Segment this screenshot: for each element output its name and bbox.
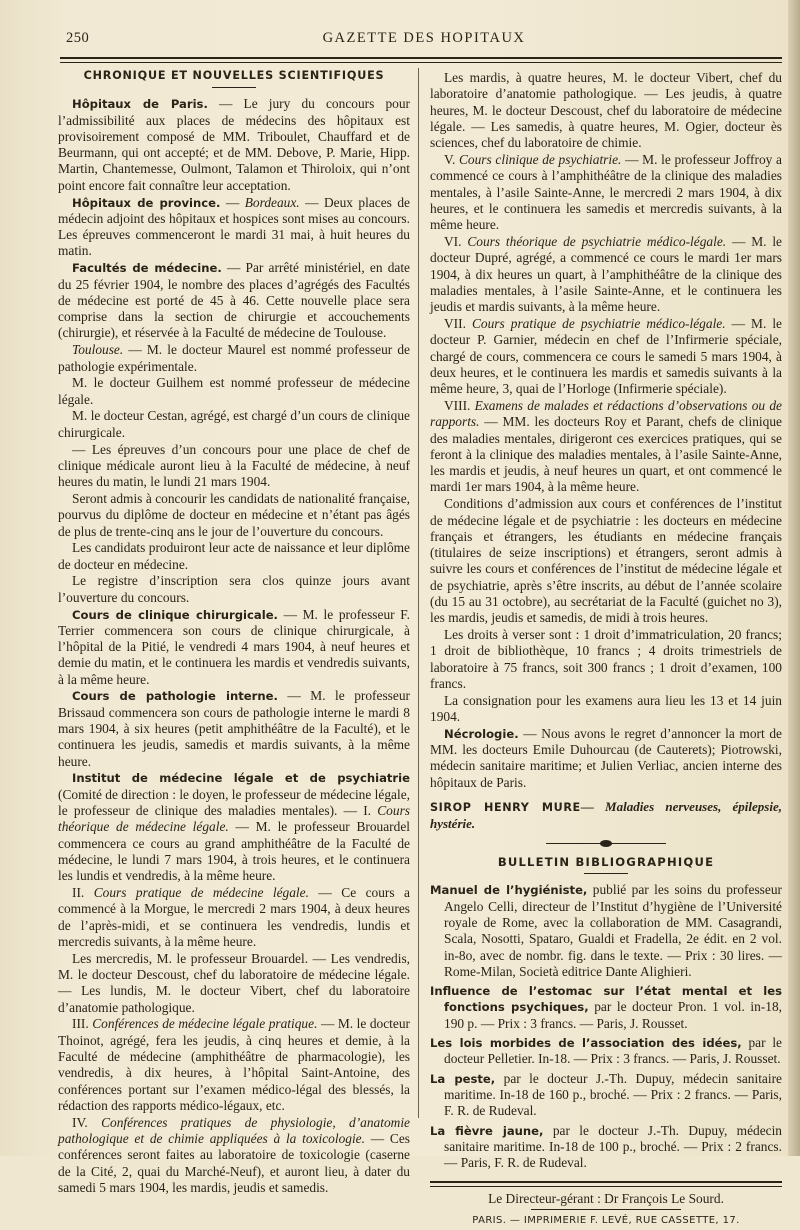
paragraph-droits: Les droits à verser sont : 1 droit d’immatriculation, 20 francs; 1 droit de bibliothèque, 10 francs ; 4 droits trimestriels de laboratoire à 75 francs, soit 300 francs ; 1 droit d’examen, 100 francs. bbox=[430, 627, 782, 691]
advert-sirop-name: SIROP HENRY MURE bbox=[430, 801, 581, 815]
num-ii: II. bbox=[72, 885, 94, 901]
paragraph-guilhem: M. le docteur Guilhem est nommé professeur de médecine légale. bbox=[58, 375, 410, 407]
paragraph-cestan: M. le docteur Cestan, agrégé, est chargé d’un cours de clinique chirurgicale. bbox=[58, 408, 410, 440]
italic-vi: Cours théorique de psychiatrie médico-légale. bbox=[467, 233, 727, 249]
paragraph-vi bbox=[430, 234, 782, 315]
page-number: 250 bbox=[66, 30, 90, 46]
heading-facultes: Facultés de médecine. bbox=[72, 261, 222, 276]
paragraph-conditions: Conditions d’admission aux cours et conférences de l’institut de médecine légale et de psychiatrie : les docteurs en médecine français et étrangers, les étudiants en médecine français (titulaires de seize inscriptions) et étrangers, seront admis à suivre les cours et conférences de l’institut de médecine légale et de psychiatrie, après s’être inscrits, au début de l’année scolaire (du 15 au 31 octobre), au secrétariat de la Faculté (guichet no 3), les mardis, jeudis et samedis, de midi à trois heures. bbox=[430, 496, 782, 626]
bib-entry-title: Influence de l’estomac sur l’état mental et les fonctions psychiques, bbox=[430, 984, 782, 1015]
page-header bbox=[66, 30, 782, 50]
bib-entry-title: Manuel de l’hygiéniste, bbox=[430, 883, 588, 898]
paragraph-candidats: Les candidats produiront leur acte de naissance et leur diplôme de docteur en médecine. bbox=[58, 540, 410, 572]
paragraph-cours-clinique bbox=[58, 607, 410, 688]
italic-viii: Examens de malades et rédactions d’observations ou de rapports. bbox=[430, 397, 782, 430]
bib-entry-title: La peste, bbox=[430, 1071, 496, 1086]
gerant-rule bbox=[531, 1209, 681, 1210]
heading-necrologie: Nécrologie. bbox=[444, 726, 519, 741]
advert-sirop bbox=[430, 799, 782, 832]
paragraph-iii bbox=[58, 1016, 410, 1114]
paragraph-facultes bbox=[58, 260, 410, 341]
paragraph-cours-patho bbox=[58, 688, 410, 769]
page-spine-shadow bbox=[788, 0, 800, 1156]
section-rule bbox=[212, 87, 256, 88]
paragraph-vii bbox=[430, 316, 782, 397]
paragraph-consignation: La consignation pour les examens aura lieu les 13 et 14 juin 1904. bbox=[430, 692, 782, 725]
bulletin-title: BULLETIN BIBLIOGRAPHIQUE bbox=[497, 855, 715, 870]
text-institut-1: (Comité de direction : le doyen, le professeur de médecine légale, le professeur de clinique des maladies mentales). — I. bbox=[58, 786, 410, 819]
paragraph-v bbox=[430, 152, 782, 233]
left-column bbox=[58, 68, 410, 1197]
right-column bbox=[430, 70, 782, 1230]
paragraph-ii bbox=[58, 885, 410, 950]
text-hopitaux-province: — Deux places de médecin adjoint des hôpitaux et hospices sont mises au concours. Les épreuves commenceront le mardi 31 mai, à huit heures du matin. bbox=[58, 194, 410, 259]
num-vi: VI. bbox=[444, 233, 468, 249]
paragraph-hopitaux-province bbox=[58, 195, 410, 260]
dash: — bbox=[220, 194, 245, 210]
paragraph-epreuves: — Les épreuves d’un concours pour une place de chef de clinique médicale auront lieu à la Faculté de médecine, à neuf heures du matin, le lundi 21 mars 1904. bbox=[58, 441, 410, 490]
bib-entry-text: par le docteur Pron. 1 vol. in-18, 190 p. — Prix : 3 francs. — Paris, J. Rousset. bbox=[444, 999, 782, 1031]
bib-entry-title: La fièvre jaune, bbox=[430, 1123, 544, 1138]
italic-iii: Conférences de médecine légale pratique. bbox=[92, 1016, 318, 1032]
text-viii: — MM. les docteurs Roy et Parant, chefs de clinique des maladies mentales, dirigeront ces exercices pratiques, qui se feront à la clinique des maladies mentales, à l’asile Sainte-Anne, les mardis et jeudis, à neuf heures un quart, et ont commencé le mardi 1er mars 1904, à la même heure. bbox=[430, 414, 782, 495]
paragraph-mercredis: Les mercredis, M. le professeur Brouardel. — Les vendredis, M. le docteur Descoust, chef du laboratoire de médecine légale. — Les lundis, M. le docteur Vibert, chef du laboratoire d’anatomie pathologique. bbox=[58, 950, 410, 1015]
bib-entry-text: par le docteur J.-Th. Dupuy, médecin sanitaire maritime. In-18 de 160 p., broché. — Prix : 2 francs. — Paris, F. R. de Rudeval. bbox=[444, 1070, 782, 1119]
bib-entry bbox=[430, 983, 782, 1032]
bib-entry bbox=[430, 1123, 782, 1172]
paragraph-iv bbox=[58, 1115, 410, 1196]
bib-entry bbox=[430, 1071, 782, 1120]
directeur-gerant: Le Directeur-gérant : Dr François Le Sourd. bbox=[488, 1191, 724, 1207]
text-vi: — M. le docteur Dupré, agrégé, a commencé ce cours le mardi 1er mars 1904, à dix heures un quart, à l’amphithéâtre de la clinique des maladies mentales, à l’asile Sainte-Anne, et le continuera les jeudis et mardis suivants, à la même heure. bbox=[430, 233, 782, 315]
bib-entry bbox=[430, 882, 782, 980]
section-title: CHRONIQUE ET NOUVELLES SCIENTIFIQUES bbox=[83, 69, 385, 82]
paragraph-hopitaux-paris bbox=[58, 96, 410, 194]
column-divider bbox=[418, 68, 419, 1118]
bib-entry bbox=[430, 1035, 782, 1068]
italic-ii: Cours pratique de médecine légale. bbox=[93, 885, 309, 901]
text-v: — M. le professeur Joffroy a commencé ce cours à l’amphithéâtre de la clinique des maladies mentales, à l’asile Sainte-Anne, le mercredi 2 mars 1904, à dix heures, et le continuera les samedis et mercredis suivants, à la même heure. bbox=[430, 151, 782, 233]
city-bordeaux: Bordeaux. bbox=[244, 194, 300, 210]
text-facultes: — Par arrêté ministériel, en date du 25 février 1904, le nombre des places d’agrégés des Facultés de médecine est porté de 45 à 46. Cette nouvelle place sera comprise dans la section de chirurgie et accouchements (chirurgie), et réservée à la Faculté de médecine de Toulouse. bbox=[58, 260, 410, 341]
text-cours-patho: — M. le professeur Brissaud commencera son cours de pathologie interne le mardi 8 mars 1904, à six heures (petit amphithéâtre de la Faculté), et le continuera les jeudis, samedis et mardis suivants, à la même heure. bbox=[58, 688, 410, 769]
num-iv: IV. bbox=[72, 1114, 102, 1130]
bib-entry-text: par le docteur Pelletier. In-18. — Prix : 3 francs. — Paris, J. Rousset. bbox=[444, 1035, 782, 1067]
heading-cours-patho: Cours de pathologie interne. bbox=[72, 689, 278, 704]
printer-imprint: PARIS. — IMPRIMERIE F. LEVÉ, RUE CASSETTE, 17. bbox=[472, 1215, 740, 1227]
header-double-rule bbox=[60, 57, 782, 63]
bulletin-rule bbox=[584, 873, 628, 874]
paragraph-mardis: Les mardis, à quatre heures, M. le docteur Vibert, chef du laboratoire d’anatomie pathologique. — Les jeudis, à quatre heures, M. le docteur Descoust, chef du laboratoire de médecine légale. — Les samedis, à quatre heures, M. Ogier, docteur ès sciences, chef du laboratoire de chimie. bbox=[430, 70, 782, 151]
italic-v: Cours clinique de psychiatrie. bbox=[458, 151, 622, 167]
num-vii: VII. bbox=[444, 315, 472, 331]
italic-iv: Conférences pratiques de physiologie, d’anatomie pathologique et de chimie appliquées à la toxicologie. bbox=[58, 1114, 410, 1146]
footer-double-rule bbox=[430, 1181, 782, 1187]
text-cours-clinique: — M. le professeur F. Terrier commencera son cours de clinique chirurgicale, à l’hôpital de la Pitié, le vendredi 4 mars 1904, à neuf heures et demie du matin, et le continuera les mardis et vendredis suivants, à la même heure. bbox=[58, 606, 410, 687]
text-ii: — Ce cours a commencé à la Morgue, le mercredi 2 mars 1904, à deux heures de l’après-midi, et se continuera les vendredis, lundis et mercredis suivants, à la même heure. bbox=[58, 885, 410, 949]
paragraph-toulouse bbox=[58, 342, 410, 375]
text-hopitaux-paris: — Le jury du concours pour l’admissibilité aux places de médecins des hôpitaux est provisoirement composé de MM. Triboulet, Chauffard et de Beurmann, qui ont accepté; et de MM. Debove, P. Marie, Hipp. Martin, Chantemesse, Oulmont, Talamon et Thiroloix, qui n’ont point encore fait connaître leur acceptation. bbox=[58, 96, 411, 193]
journal-title: GAZETTE DES HOPITAUX bbox=[322, 30, 526, 46]
paragraph-admis: Seront admis à concourir les candidats de nationalité française, pourvus du diplôme de docteur en médecine et n’étant pas âgés de plus de trente-cinq ans le jour de l’ouverture du concours. bbox=[58, 490, 410, 539]
heading-hopitaux-province: Hôpitaux de province. bbox=[72, 195, 221, 210]
bib-entry-title: Les lois morbides de l’association des idées, bbox=[430, 1036, 742, 1051]
bib-entry-text: par le docteur J.-Th. Dupuy, médecin sanitaire maritime. In-18 de 100 p., broché. — Prix : 2 francs. — Paris, F. R. de Rudeval. bbox=[444, 1122, 783, 1171]
paragraph-viii bbox=[430, 398, 782, 496]
text-necrologie: — Nous avons le regret d’annoncer la mort de MM. les docteurs Emile Duhourcau (de Cauterets); Piotrowski, médecin sanitaire maritime; et Julien Verliac, ancien interne des hôpitaux de Paris. bbox=[430, 725, 782, 790]
advert-sirop-tag: — Maladies nerveuses, épilepsie, hystérie. bbox=[430, 799, 782, 832]
text-iii: — M. le docteur Thoinot, agrégé, fera les jeudis, à cinq heures et demie, à la Faculté de médecine (amphithéâtre de pharmacologie), les vendredis, à dix heures, à l’hôpital Saint-Antoine, des conférences portant sur l’examen médico-légal des blessés, la rédaction des rapports médico-légaux, etc. bbox=[58, 1016, 410, 1113]
text-institut-2: — M. le professeur Brouardel commencera ce cours au grand amphithéâtre de la Faculté de médecine, le lundi 7 mars 1904, à trois heures, et le continuera les lundis et vendredis, à la même heure. bbox=[58, 819, 410, 884]
paragraph-institut bbox=[58, 770, 410, 884]
num-viii: VIII. bbox=[444, 397, 475, 413]
city-toulouse: Toulouse. bbox=[72, 342, 124, 358]
heading-hopitaux-paris: Hôpitaux de Paris. bbox=[72, 97, 208, 112]
paragraph-necrologie bbox=[430, 726, 782, 791]
paragraph-registre: Le registre d’inscription sera clos quinze jours avant l’ouverture du concours. bbox=[58, 573, 410, 605]
num-v: V. bbox=[444, 151, 459, 167]
text-iv: — Ces conférences seront faites au laboratoire de toxicologie (caserne de la Cité, 2, quai du Marché-Neuf), et auront lieu, à dater du samedi 5 mars 1904, les mardis, jeudis et samedis. bbox=[58, 1131, 410, 1195]
heading-cours-clinique: Cours de clinique chirurgicale. bbox=[72, 607, 278, 622]
ornament-dot bbox=[600, 840, 612, 847]
italic-vii: Cours pratique de psychiatrie médico-légale. bbox=[471, 315, 726, 331]
text-vii: — M. le docteur P. Garnier, médecin en chef de l’Infirmerie spéciale, chargé de cours, commencera ce cours le samedi 5 mars 1904, à deux heures, et le continuera les mardis et samedis suivants à la même heure, 3, quai de l’Horloge (Infirmerie spéciale). bbox=[430, 315, 782, 397]
heading-institut: Institut de médecine légale et de psychiatrie bbox=[72, 771, 410, 786]
bib-entry-text: publié par les soins du professeur Angelo Celli, directeur de l’Institut d’hygiène de l’Université royale de Rome, avec la collaboration de MM. Casagrandi, Scala, Nosotti, Spataro, Gualdi et Fradella, 2e édit. en 2 vol. in-8o, avec de nombr. fig. dans le texte. — Prix : 30 lires. — Rome-Milan, Società editrice Dante Alighieri. bbox=[444, 882, 782, 979]
ornament-divider bbox=[546, 840, 666, 848]
italic-institut: Cours théorique de médecine légale. bbox=[58, 803, 410, 835]
text-toulouse: — M. le docteur Maurel est nommé professeur de pathologie expérimentale. bbox=[58, 342, 410, 374]
num-iii: III. bbox=[72, 1016, 93, 1032]
